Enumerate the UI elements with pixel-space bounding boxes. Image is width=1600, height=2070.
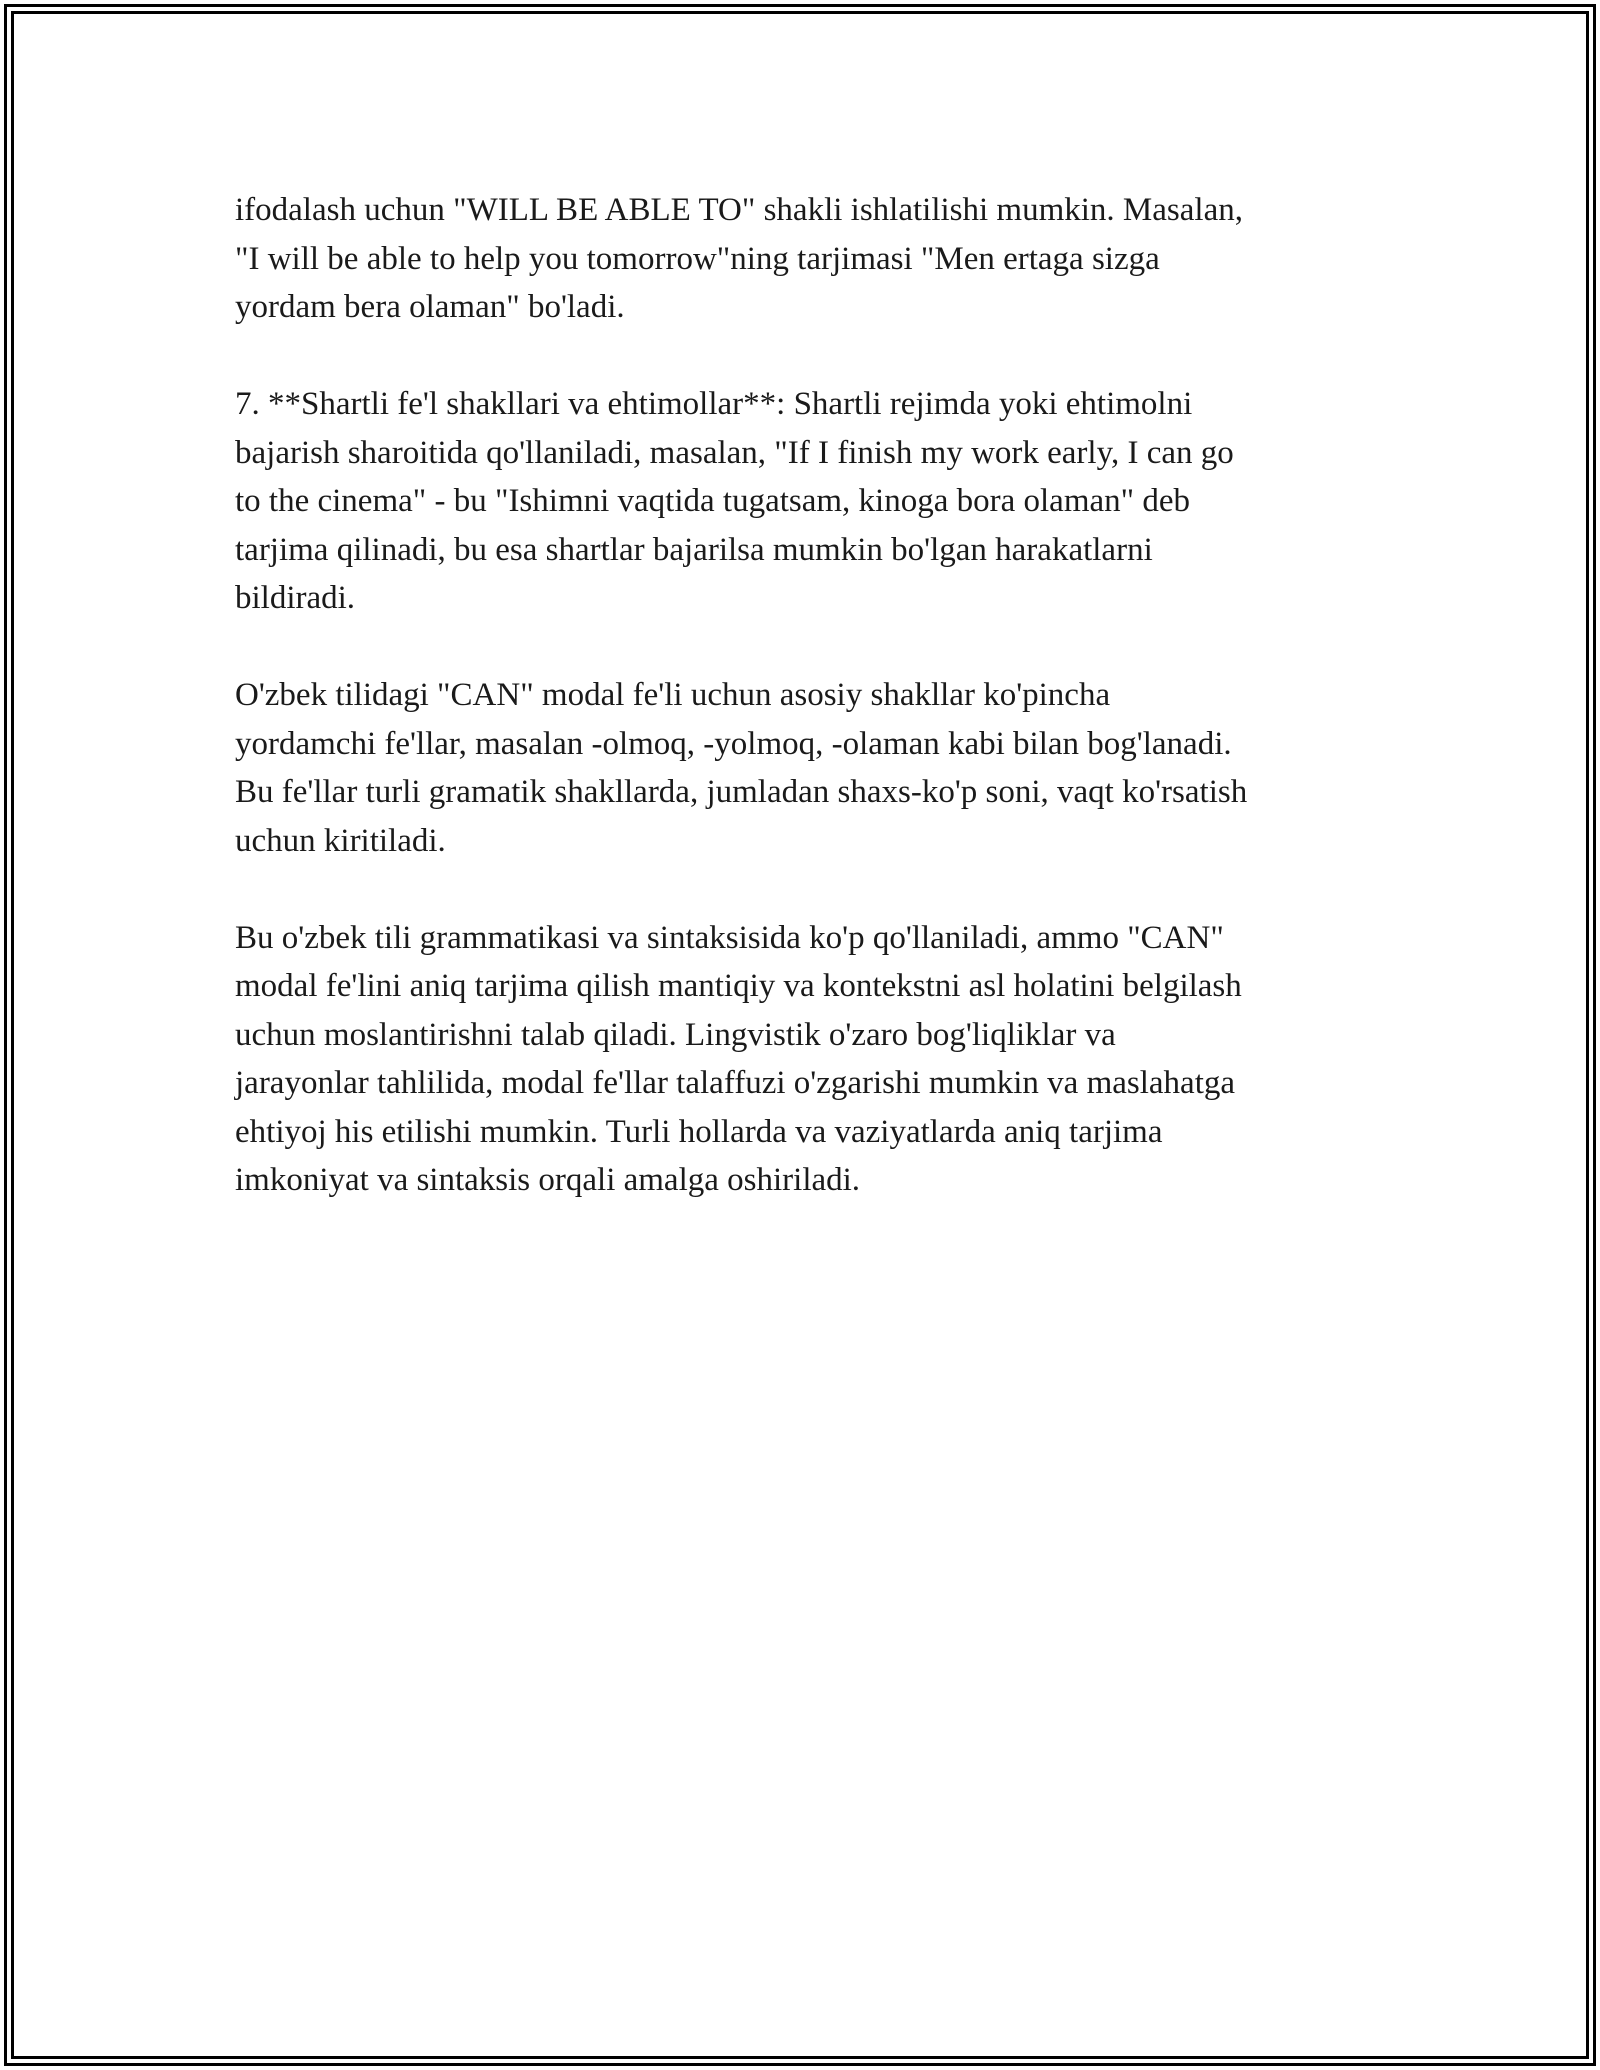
paragraph-will-be-able-to: ifodalash uchun "WILL BE ABLE TO" shakli ishlatilishi mumkin. Masalan, "I will be able to help you tomorrow"ning tarjimasi "Men ertaga sizga yordam bera olaman" bo'ladi. bbox=[235, 192, 1243, 325]
document-body bbox=[235, 186, 1370, 1253]
paragraph-can-main-forms: O'zbek tilidagi "CAN" modal fe'li uchun asosiy shakllar ko'pincha yordamchi fe'llar, masalan -olmoq, -yolmoq, -olaman kabi bilan bog'lanadi. Bu fe'llar turli gramatik shakllarda, jumladan shaxs-ko'p soni, vaqt ko'rsatish uchun kiritiladi. bbox=[235, 677, 1248, 859]
paragraph-conditional-forms: 7. **Shartli fe'l shakllari va ehtimollar**: Shartli rejimda yoki ehtimolni bajarish sharoitida qo'llaniladi, masalan, "If I finish my work early, I can go to the cinema" - bu "Ishimni vaqtida tugatsam, kinoga bora olaman" deb tarjima qilinadi, bu esa shartlar bajarilsa mumkin bo'lgan harakatlarni bildiradi. bbox=[235, 386, 1234, 616]
paragraph-grammar-syntax: Bu o'zbek tili grammatikasi va sintaksisida ko'p qo'llaniladi, ammo "CAN" modal fe'lini aniq tarjima qilish mantiqiy va kontekstni asl holatini belgilash uchun moslantirishni talab qiladi. Lingvistik o'zaro bog'liqliklar va jarayonlar tahlilida, modal fe'llar talaffuzi o'zgarishi mumkin va maslahatga ehtiyoj his etilishi mumkin. Turli hollarda va vaziyatlarda aniq tarjima imkoniyat va sintaksis orqali amalga oshiriladi. bbox=[235, 919, 1242, 1198]
